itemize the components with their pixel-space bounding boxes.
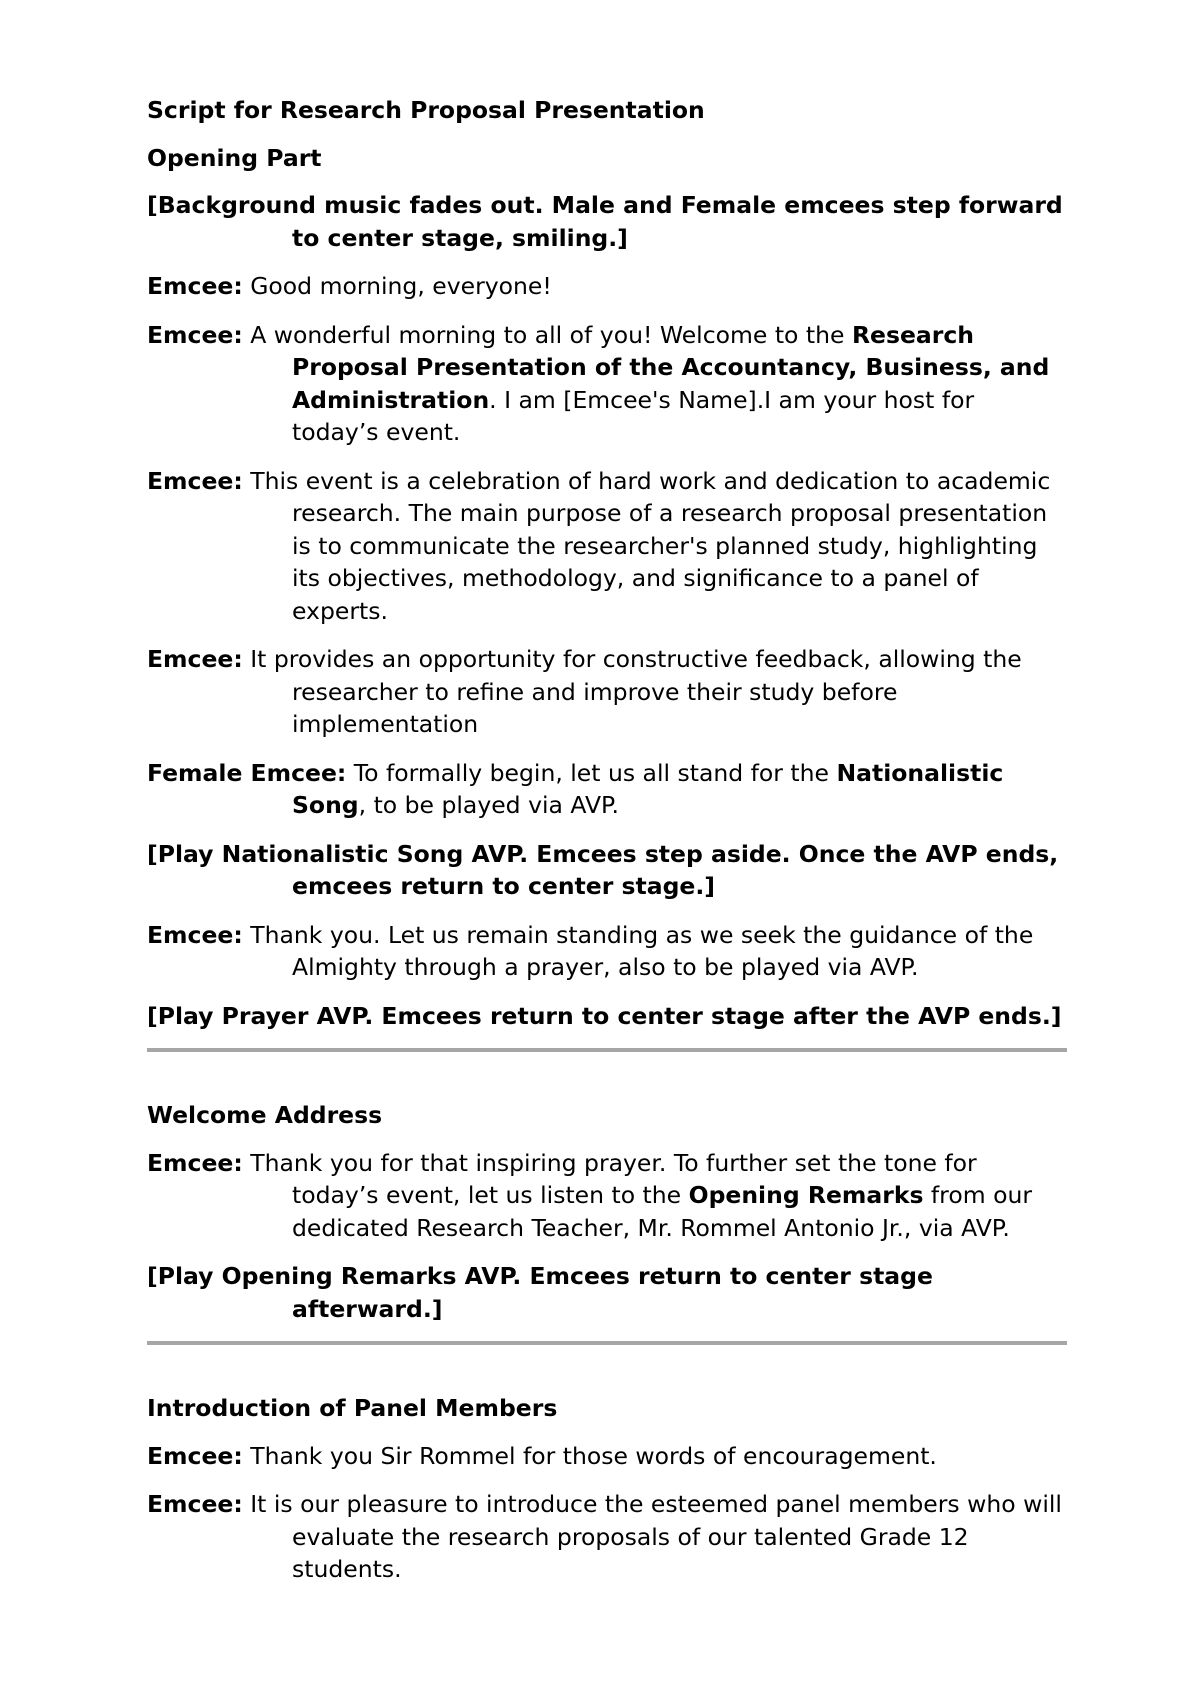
line-text: Good morning, everyone! xyxy=(242,272,552,300)
stage-direction: [Play Opening Remarks AVP. Emcees return to center stage afterward.] xyxy=(147,1262,933,1323)
speaker-label: Female Emcee: xyxy=(147,758,347,787)
speaker-label: Emcee: xyxy=(147,1490,243,1518)
speaker-label: Emcee: xyxy=(147,1441,243,1470)
section-heading-welcome: Welcome Address xyxy=(147,1101,383,1129)
line-text: It provides an opportunity for constructive feedback, allowing the researcher to refine and improve their study before implementation xyxy=(242,645,1022,738)
script-line xyxy=(147,270,1067,303)
stage-direction: [Play Prayer AVP. Emcees return to center stage after the AVP ends.] xyxy=(147,1001,1062,1030)
section-divider xyxy=(147,1341,1067,1345)
line-text: It is our pleasure to introduce the esteemed panel members who will evaluate the research proposals of our talented Grade 12 students. xyxy=(242,1490,1062,1583)
speaker-label: Emcee: xyxy=(147,466,243,495)
event-name: Research Proposal Presentation of the Accountancy, Business, and Administration xyxy=(292,320,1050,414)
line-text: A wonderful morning to all of you! Welcome to the xyxy=(242,320,852,349)
script-line xyxy=(147,643,1067,741)
speaker-label: Emcee: xyxy=(147,920,243,949)
line-text: , to be played via AVP. xyxy=(358,791,620,819)
line-text: . I am [Emcee's Name].I am your host for today’s event. xyxy=(292,385,975,446)
speaker-label: Emcee: xyxy=(147,645,243,673)
speaker-label: Emcee: xyxy=(147,272,243,300)
script-line xyxy=(147,1488,1067,1586)
line-text: Thank you for that inspiring prayer. To further set the tone for today’s event, let us listen to the xyxy=(242,1148,977,1209)
script-line xyxy=(147,1147,1067,1245)
speaker-label: Emcee: xyxy=(147,320,243,349)
song-name: Nationalistic Song xyxy=(292,758,1004,819)
section-heading-opening: Opening Part xyxy=(147,143,322,172)
speaker-label: Emcee: xyxy=(147,1148,243,1177)
script-line xyxy=(147,465,1067,628)
section-heading-panel: Introduction of Panel Members xyxy=(147,1394,558,1422)
section-divider xyxy=(147,1048,1067,1052)
line-text: Thank you Sir Rommel for those words of encouragement. xyxy=(242,1441,937,1470)
script-line xyxy=(147,319,1067,449)
line-text: from our dedicated Research Teacher, Mr. Rommel Antonio Jr., via AVP. xyxy=(292,1181,1032,1242)
stage-direction: [Play Nationalistic Song AVP. Emcees step aside. Once the AVP ends, emcees return to center stage.] xyxy=(147,839,1059,900)
script-line xyxy=(147,1440,1067,1473)
line-text: Thank you. Let us remain standing as we seek the guidance of the Almighty through a prayer, also to be played via AVP. xyxy=(242,920,1034,981)
line-text: To formally begin, let us all stand for the xyxy=(346,758,837,787)
script-line xyxy=(147,919,1067,984)
remarks-name: Opening Remarks xyxy=(688,1181,924,1209)
document-page xyxy=(147,94,1067,1602)
document-title: Script for Research Proposal Presentation xyxy=(147,96,705,124)
line-text: This event is a celebration of hard work and dedication to academic research. The main purpose of a research proposal presentation is to communicate the researcher's planned study, highlighting its objectives, methodology, and significance to a panel of experts. xyxy=(242,466,1051,625)
stage-direction: [Background music fades out. Male and Female emcees step forward to center stage, smiling.] xyxy=(147,191,1063,252)
script-line xyxy=(147,757,1067,822)
